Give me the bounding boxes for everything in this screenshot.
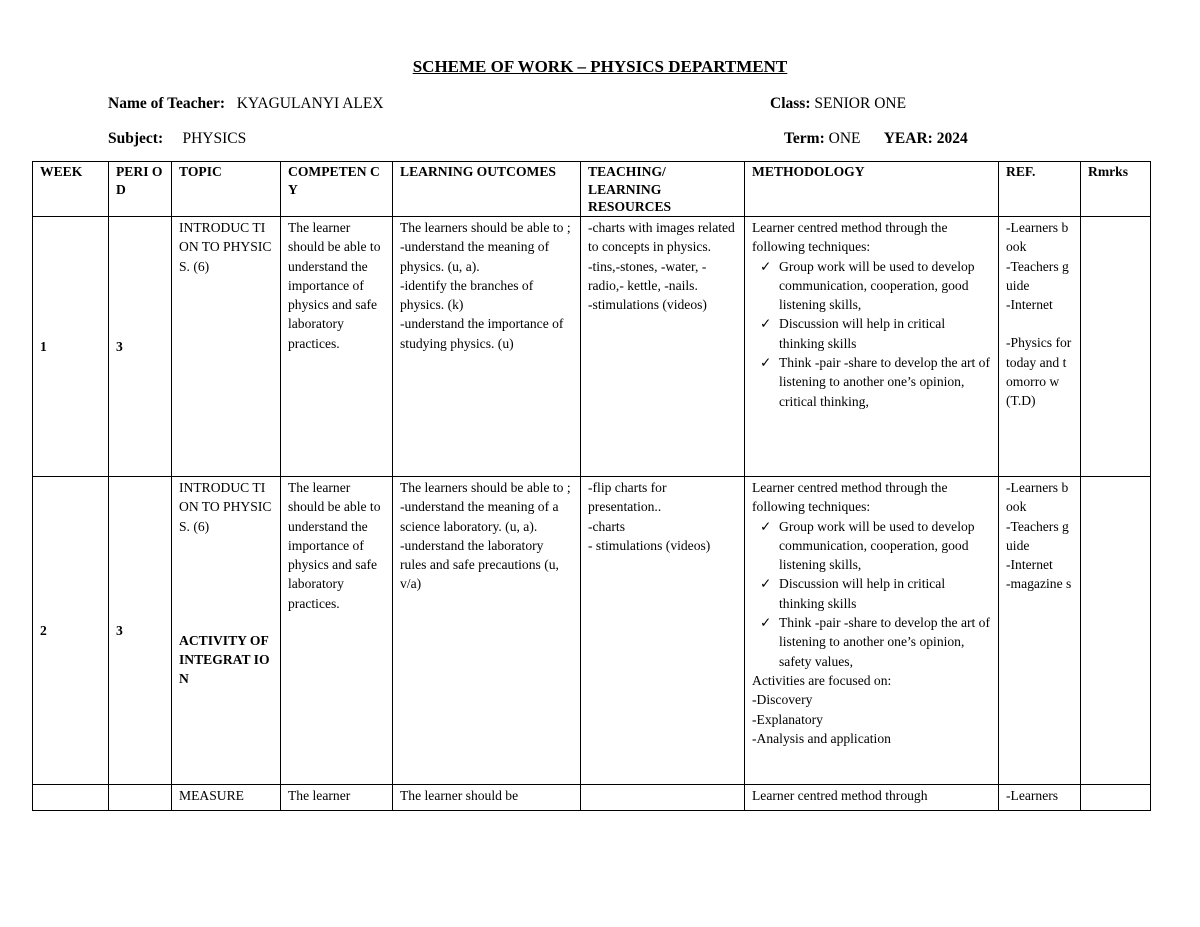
method-point-text: Think -pair -share to develop the art of listening to another one’s opinion, critical thinking, bbox=[779, 355, 991, 409]
year-label: YEAR: bbox=[883, 130, 933, 147]
remarks-cell bbox=[1081, 785, 1151, 811]
header-topic: TOPIC bbox=[172, 162, 281, 217]
teacher-line bbox=[108, 95, 384, 113]
resource-line: - stimulations (videos) bbox=[588, 537, 711, 553]
subject-line bbox=[108, 130, 246, 148]
resources-cell bbox=[581, 477, 745, 785]
topic-text: INTRODUC TION TO PHYSICS. (6) bbox=[179, 480, 272, 534]
header-week: WEEK bbox=[33, 162, 109, 217]
ref-line: -Teachers guide bbox=[1006, 258, 1069, 293]
week-number: 1 bbox=[33, 217, 109, 477]
teacher-value: KYAGULANYI ALEX bbox=[236, 95, 384, 112]
week-number bbox=[33, 785, 109, 811]
resources-cell bbox=[581, 785, 745, 811]
period-number bbox=[109, 785, 172, 811]
ref-cell bbox=[999, 477, 1081, 785]
header-competency: COMPETEN CY bbox=[281, 162, 393, 217]
competency-cell: The learner should be able to understand the importance of physics and safe laboratory practices. bbox=[281, 217, 393, 477]
ref-line: -Teachers guide bbox=[1006, 518, 1069, 553]
subject-label: Subject: bbox=[108, 130, 164, 147]
class-line bbox=[770, 95, 906, 113]
resources-cell bbox=[581, 217, 745, 477]
outcomes-cell bbox=[393, 217, 581, 477]
method-line: -Analysis and application bbox=[752, 730, 891, 746]
outcome-line: The learners should be able to ; bbox=[400, 220, 571, 235]
methodology-cell bbox=[745, 477, 999, 785]
ref-cell: -Learners bbox=[999, 785, 1081, 811]
resource-line: -tins,-stones, -water, -radio,- kettle, -nails. bbox=[588, 258, 707, 293]
topic-cell: MEASURE bbox=[172, 785, 281, 811]
method-point bbox=[752, 613, 991, 671]
period-number: 3 bbox=[109, 217, 172, 477]
scheme-table bbox=[32, 161, 1151, 811]
method-point-text: Group work will be used to develop communication, cooperation, good listening skills, bbox=[779, 258, 975, 313]
outcome-line: -understand the importance of studying physics. (u) bbox=[400, 316, 564, 351]
checkmark-icon: ✓ bbox=[760, 316, 772, 332]
method-intro: Learner centred method through the following techniques: bbox=[752, 480, 948, 515]
resource-line: -stimulations (videos) bbox=[588, 297, 707, 313]
table-row bbox=[33, 477, 1151, 785]
method-point-text: Group work will be used to develop communication, cooperation, good listening skills, bbox=[779, 518, 975, 573]
method-point-text: Think -pair -share to develop the art of listening to another one’s opinion, safety values, bbox=[779, 615, 991, 669]
outcome-line: -understand the meaning of physics. (u, a). bbox=[400, 239, 550, 274]
resource-line: -charts bbox=[588, 518, 625, 534]
header-methodology: METHODOLOGY bbox=[745, 162, 999, 217]
header-resources: TEACHING/ LEARNING RESOURCES bbox=[581, 162, 745, 217]
period-number: 3 bbox=[109, 477, 172, 785]
method-points bbox=[752, 517, 991, 671]
topic-cell bbox=[172, 477, 281, 785]
ref-line bbox=[1006, 314, 1073, 333]
header-ref: REF. bbox=[999, 162, 1081, 217]
checkmark-icon: ✓ bbox=[760, 576, 772, 592]
resource-line: -flip charts for presentation.. bbox=[588, 480, 667, 515]
method-points bbox=[752, 257, 991, 411]
term-value: ONE bbox=[828, 130, 861, 147]
outcome-line: The learners should be able to ; bbox=[400, 480, 571, 495]
term-label: Term: bbox=[784, 130, 825, 147]
remarks-cell bbox=[1081, 217, 1151, 477]
resource-line: -charts with images related to concepts in physics. bbox=[588, 220, 735, 255]
methodology-cell bbox=[745, 217, 999, 477]
competency-cell: The learner bbox=[281, 785, 393, 811]
method-line: -Explanatory bbox=[752, 711, 823, 727]
outcome-line: -identify the branches of physics. (k) bbox=[400, 277, 534, 313]
method-line: -Discovery bbox=[752, 692, 813, 708]
checkmark-icon: ✓ bbox=[760, 615, 772, 631]
checkmark-icon: ✓ bbox=[760, 518, 772, 534]
checkmark-icon: ✓ bbox=[760, 355, 772, 371]
document-title: SCHEME OF WORK – PHYSICS DEPARTMENT bbox=[412, 57, 788, 76]
outcomes-cell bbox=[393, 477, 581, 785]
method-point bbox=[752, 574, 991, 613]
table-row bbox=[33, 217, 1151, 477]
method-line: Activities are focused on: bbox=[752, 672, 892, 688]
outcome-line: -understand the meaning of a science laboratory. (u, a). bbox=[400, 499, 559, 534]
class-value: SENIOR ONE bbox=[814, 95, 907, 112]
header-period: PERI OD bbox=[109, 162, 172, 217]
method-point bbox=[752, 353, 991, 411]
method-point bbox=[752, 517, 991, 575]
week-number: 2 bbox=[33, 477, 109, 785]
method-point-text: Discussion will help in critical thinking skills bbox=[779, 316, 946, 351]
ref-line: -Physics for today and tomorro w (T.D) bbox=[1006, 335, 1072, 409]
ref-cell bbox=[999, 217, 1081, 477]
ref-line: -magazine s bbox=[1006, 576, 1072, 592]
activity-of-integration: ACTIVITY OF INTEGRAT ION bbox=[179, 632, 270, 687]
ref-line: -Internet bbox=[1006, 557, 1053, 573]
outcomes-cell: The learner should be bbox=[393, 785, 581, 811]
header-remarks: Rmrks bbox=[1081, 162, 1151, 217]
subject-value: PHYSICS bbox=[182, 130, 247, 147]
table-row bbox=[33, 785, 1151, 811]
checkmark-icon: ✓ bbox=[760, 258, 772, 274]
methodology-cell: Learner centred method through bbox=[745, 785, 999, 811]
header-outcomes: LEARNING OUTCOMES bbox=[393, 162, 581, 217]
outcome-line: -understand the laboratory rules and safe precautions (u, v/a) bbox=[400, 537, 559, 592]
ref-line: -Learners book bbox=[1006, 220, 1069, 255]
topic-cell: INTRODUC TION TO PHYSICS. (6) bbox=[172, 217, 281, 477]
ref-line: -Learners book bbox=[1006, 480, 1069, 515]
teacher-label: Name of Teacher: bbox=[108, 95, 226, 112]
year-value: 2024 bbox=[936, 130, 968, 147]
ref-line: -Internet bbox=[1006, 297, 1053, 313]
header-row bbox=[33, 162, 1151, 217]
class-label: Class: bbox=[770, 95, 811, 112]
method-point bbox=[752, 257, 991, 315]
term-line bbox=[784, 130, 968, 148]
competency-cell: The learner should be able to understand the importance of physics and safe laboratory practices. bbox=[281, 477, 393, 785]
method-point-text: Discussion will help in critical thinking skills bbox=[779, 576, 946, 611]
remarks-cell bbox=[1081, 477, 1151, 785]
method-point bbox=[752, 314, 991, 353]
method-intro: Learner centred method through the following techniques: bbox=[752, 220, 948, 255]
